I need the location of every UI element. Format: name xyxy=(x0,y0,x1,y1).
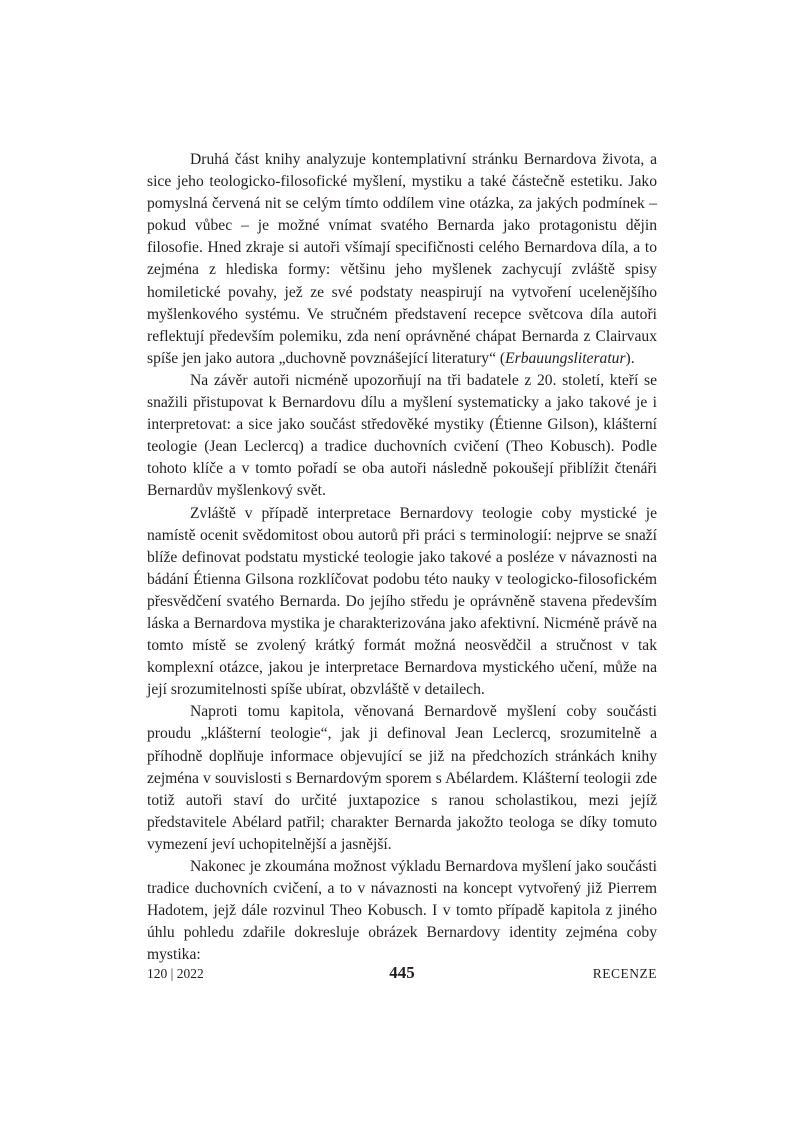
article-body xyxy=(147,149,657,966)
paragraph-2-text: Na závěr autoři nicméně upozorňují na tři badatele z 20. století, kteří se snažili přistupovat k Bernardovu dílu a myšlení systematicky a jako takové je i interpretovat: a sice jako součást středověké mystiky (Étienne Gilson), klášterní teologie (Jean Leclercq) a tradice duchovních cvičení (Theo Kobusch). Podle tohoto klíče a v tomto pořadí se oba autoři následně pokoušejí přiblížit čtenáři Bernardův myšlenkový svět. xyxy=(147,371,657,500)
paragraph-4 xyxy=(147,701,657,856)
section-label: RECENZE xyxy=(592,966,657,981)
page-number: 445 xyxy=(389,963,415,982)
paragraph-1-italic-term: Erbauungsliteratur xyxy=(505,349,626,367)
paragraph-5 xyxy=(147,856,657,966)
issue-label: 120 | 2022 xyxy=(147,966,204,981)
paragraph-3-text: Zvláště v případě interpretace Bernardovy teologie coby mystické je namístě ocenit svědomitost obou autorů při práci s terminologií: nejprve se snaží blíže definovat podstatu mystické teologie jako takové a posléze v návaznosti na bádání Étienna Gilsona rozklíčovat podobu této nauky v teologicko-filosofickém přesvědčení svatého Bernarda. Do jejího středu je oprávněně stavena především láska a Bernardova mystika je charakterizována jako afektivní. Nicméně právě na tomto místě se zvolený krátký formát možná neosvědčil a stručnost v tak komplexní otázce, jakou je interpretace Bernardova mystického učení, může na její srozumitelnosti spíše ubírat, obzvláště v detailech. xyxy=(147,504,657,699)
paragraph-1-text: Druhá část knihy analyzuje kontemplativní stránku Bernardova života, a sice jeho teologicko-filosofické myšlení, mystiku a také částečně estetiku. Jako pomyslná červená nit se celým tímto oddílem vine otázka, za jakých podmínek – pokud vůbec – je možné vnímat svatého Bernarda jako protagonistu dějin filosofie. Hned zkraje si autoři všímají specifičnosti celého Bernardova díla, a to zejména z hlediska formy: většinu jeho myšlenek zachycují zvláště spisy homiletické povahy, jež ze své podstaty neaspirují na vytvoření ucelenějšího myšlenkového systému. Ve stručném představení recepce světcova díla autoři reflektují především polemiku, zda není oprávněné chápat Bernarda z Clairvaux spíše jen jako autora „duchovně povznášející literatury“ ( xyxy=(147,151,657,367)
paragraph-4-text: Naproti tomu kapitola, věnovaná Bernardově myšlení coby součásti proudu „klášterní teologie“, jak ji definoval Jean Leclercq, srozumitelně a příhodně doplňuje informace objevující se již na předchozích stránkách knihy zejména v souvislosti s Bernardovým sporem s Abélardem. Klášterní teologii zde totiž autoři staví do určité juxtapozice s ranou scholastikou, mezi jejíž představitele Abélard patřil; charakter Bernarda jakožto teologa se díky tomuto vymezení jeví uchopitelnější a jasnější. xyxy=(147,703,657,853)
paragraph-1-end: ). xyxy=(625,349,635,367)
page-footer xyxy=(147,963,657,987)
paragraph-3 xyxy=(147,503,657,702)
paragraph-5-text: Nakonec je zkoumána možnost výkladu Bernardova myšlení jako součásti tradice duchovních cvičení, a to v návaznosti na koncept vytvořený již Pierrem Hadotem, jejž dále rozvinul Theo Kobusch. I v tomto případě kapitola z jiného úhlu pohledu zdařile dokresluje obrázek Bernardovy identity zejména coby mystika: xyxy=(147,858,657,964)
paragraph-2 xyxy=(147,370,657,503)
paragraph-1 xyxy=(147,149,657,370)
